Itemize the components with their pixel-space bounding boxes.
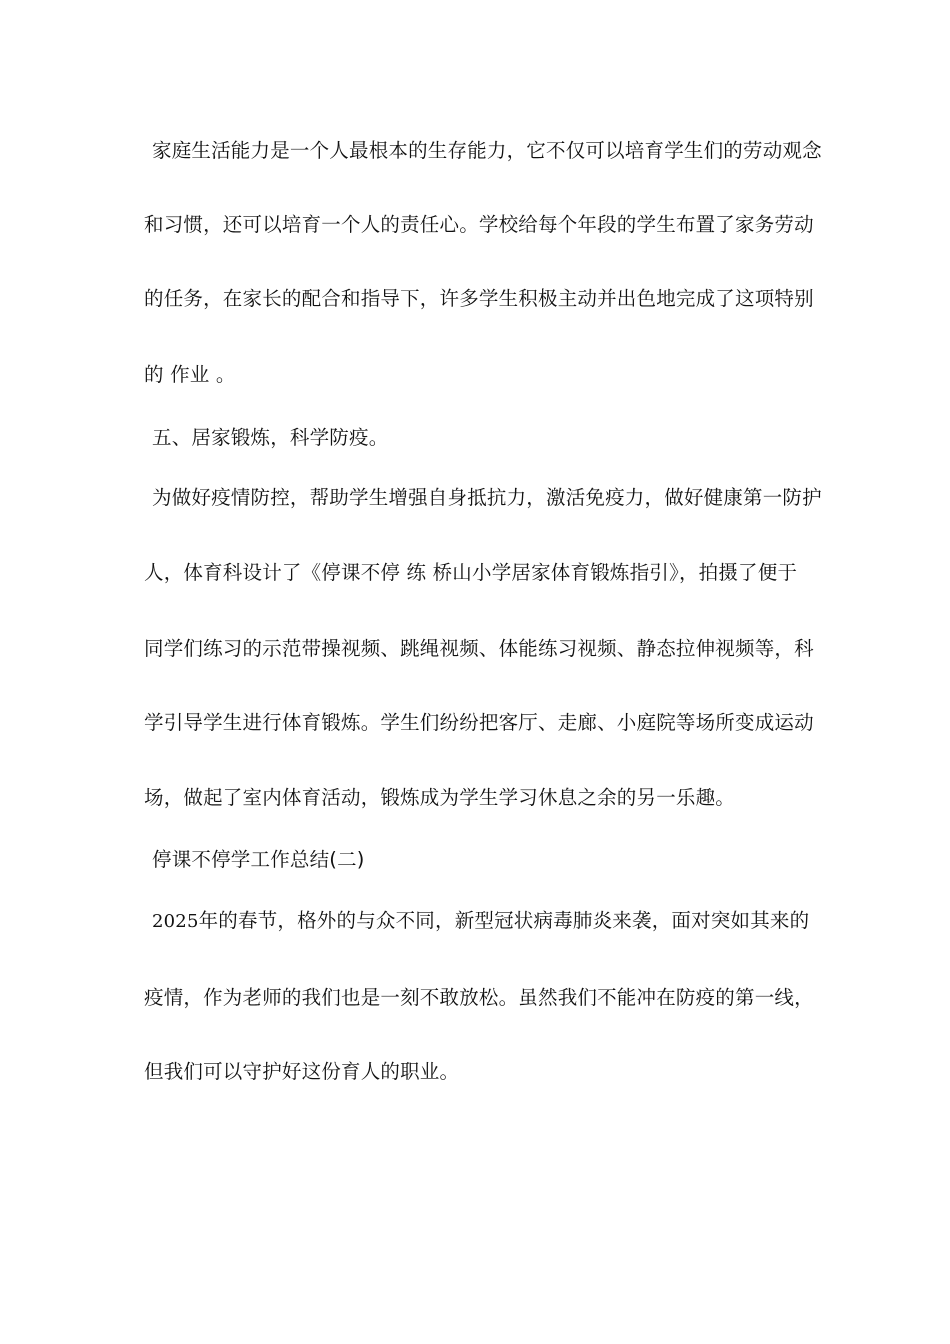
paragraph-line: 的任务，在家长的配合和指导下，许多学生积极主动并出色地完成了这项特别 bbox=[144, 287, 814, 310]
paragraph-line: 和习惯，还可以培育一个人的责任心。学校给每个年段的学生布置了家务劳动 bbox=[144, 213, 814, 236]
paragraph-line: 为做好疫情防控，帮助学生增强自身抵抗力，激活免疫力，做好健康第一防护 bbox=[152, 486, 822, 509]
paragraph-line: 但我们可以守护好这份育人的职业。 bbox=[144, 1060, 460, 1083]
paragraph-text: 年的春节，格外的与众不同，新型冠状病毒肺炎来袭，面对突如其来的 bbox=[198, 909, 810, 932]
paragraph-line: 疫情，作为老师的我们也是一刻不敢放松。虽然我们不能冲在防疫的第一线， bbox=[144, 986, 814, 1009]
year-number: 2025 bbox=[152, 911, 199, 932]
paragraph-line: 的 作业 。 bbox=[144, 363, 236, 386]
paragraph-line: 学引导学生进行体育锻炼。学生们纷纷把客厅、走廊、小庭院等场所变成运动 bbox=[144, 711, 814, 734]
section-heading: 五、居家锻炼，科学防疫。 bbox=[152, 426, 389, 449]
paragraph-line: 同学们练习的示范带操视频、跳绳视频、体能练习视频、静态拉伸视频等，科 bbox=[144, 637, 814, 660]
summary-title: 停课不停学工作总结(二) bbox=[152, 848, 365, 871]
paragraph-line: 家庭生活能力是一个人最根本的生存能力，它不仅可以培育学生们的劳动观念 bbox=[152, 139, 822, 162]
paragraph-line: 场，做起了室内体育活动，锻炼成为学生学习休息之余的另一乐趣。 bbox=[144, 786, 736, 809]
paragraph-line bbox=[152, 907, 832, 936]
paragraph-line: 人，体育科设计了《停课不停 练 桥山小学居家体育锻炼指引》，拍摄了便于 bbox=[144, 561, 798, 584]
